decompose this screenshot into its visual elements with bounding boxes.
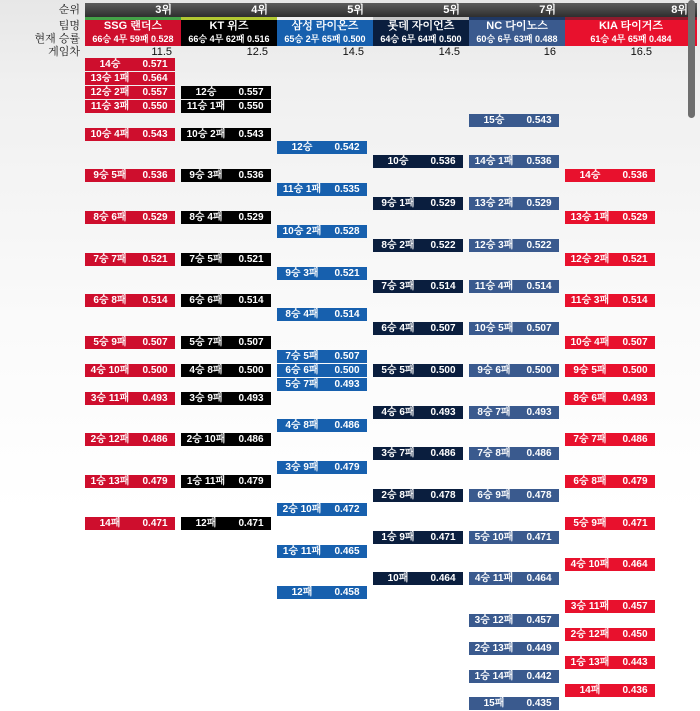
cell-record: 12승 2패 (570, 253, 610, 265)
label-rank: 순위 (58, 4, 80, 16)
scenario-cell (565, 600, 655, 613)
scenario-cell (565, 253, 655, 266)
scenario-cell (181, 517, 271, 530)
cell-record: 5승 7패 (189, 337, 223, 348)
cell-record: 11승 3패 (570, 295, 610, 307)
cell-pct: 0.557 (142, 86, 168, 98)
cell-pct: 0.522 (526, 239, 552, 251)
cell-pct: 0.457 (526, 615, 552, 626)
cell-pct: 0.557 (238, 86, 264, 98)
cell-record: 3승 9패 (285, 462, 319, 474)
cell-pct: 0.536 (622, 170, 648, 182)
games-behind-value: 16 (543, 46, 556, 58)
cell-record: 10승 4패 (570, 337, 610, 348)
cell-record: 15승 (483, 114, 505, 126)
cell-pct: 0.457 (622, 601, 648, 613)
cell-pct: 0.479 (238, 476, 264, 487)
cell-pct: 0.471 (238, 517, 264, 529)
scenario-cell (85, 517, 175, 530)
team-name: 롯데 자이언츠 (373, 20, 469, 33)
cell-record: 12승 (195, 86, 217, 98)
scenario-cell (565, 211, 655, 224)
cell-record: 8승 4패 (285, 309, 319, 321)
cell-record: 5승 10패 (474, 531, 514, 543)
cell-pct: 0.507 (526, 323, 552, 335)
scenario-cell (181, 128, 271, 141)
scenario-cell (565, 684, 655, 697)
cell-record: 4승 10패 (570, 559, 610, 571)
cell-record: 8승 7패 (477, 406, 511, 418)
scenario-cell (373, 239, 463, 252)
cell-pct: 0.465 (334, 545, 360, 557)
scenario-cell (85, 294, 175, 307)
scenario-cell (181, 86, 271, 99)
team-name: 삼성 라이온즈 (277, 20, 373, 33)
cell-pct: 0.478 (430, 489, 456, 501)
cell-pct: 0.464 (526, 573, 552, 585)
cell-record: 4승 11패 (474, 573, 514, 585)
scenario-cell (373, 197, 463, 210)
cell-pct: 0.528 (334, 225, 360, 237)
scenario-cell (565, 169, 655, 182)
scenario-cell (469, 670, 559, 683)
scenario-cell (85, 58, 175, 71)
scenario-cell (181, 433, 271, 446)
scenario-cell (565, 433, 655, 446)
cell-record: 6승 9패 (477, 489, 511, 501)
cell-record: 6승 6패 (189, 295, 223, 307)
cell-record: 10승 2패 (186, 128, 226, 140)
cell-pct: 0.529 (526, 198, 552, 209)
cell-record: 15패 (483, 698, 505, 710)
cell-record: 11승 1패 (186, 100, 226, 112)
cell-pct: 0.486 (238, 434, 264, 446)
cell-pct: 0.536 (526, 156, 552, 168)
cell-record: 5승 9패 (573, 517, 607, 529)
scenario-cell (277, 419, 367, 432)
cell-pct: 0.514 (622, 295, 648, 307)
cell-record: 4승 8패 (285, 420, 319, 432)
cell-record: 13승 1패 (90, 72, 130, 84)
cell-pct: 0.536 (142, 170, 168, 182)
cell-pct: 0.486 (142, 434, 168, 446)
cell-record: 1승 14패 (474, 670, 514, 682)
scenario-cell (181, 392, 271, 405)
scenario-cell (469, 697, 559, 710)
scenario-cell (565, 517, 655, 530)
team-record: 60승 6무 63패 0.488 (469, 33, 565, 46)
scenario-cell (565, 475, 655, 488)
cell-pct: 0.521 (622, 253, 648, 265)
cell-record: 10승 5패 (474, 323, 514, 335)
cell-pct: 0.500 (238, 364, 264, 376)
scenario-cell (373, 322, 463, 335)
cell-pct: 0.486 (334, 420, 360, 432)
cell-record: 3승 11패 (90, 392, 130, 404)
scenario-cell (277, 225, 367, 238)
scenario-cell (277, 267, 367, 280)
cell-record: 4승 6패 (381, 406, 415, 418)
scenario-cell (565, 656, 655, 669)
cell-pct: 0.522 (430, 239, 456, 251)
scenario-cell (565, 558, 655, 571)
cell-pct: 0.529 (238, 211, 264, 223)
cell-record: 11승 1패 (282, 184, 322, 196)
scenario-cell (277, 183, 367, 196)
scenario-cell (373, 406, 463, 419)
cell-pct: 0.543 (142, 128, 168, 140)
label-team: 팀명 (58, 20, 80, 32)
cell-pct: 0.471 (430, 531, 456, 543)
scenario-cell (85, 128, 175, 141)
cell-record: 8승 6패 (573, 392, 607, 404)
cell-record: 11승 4패 (474, 281, 514, 293)
cell-record: 14승 (579, 170, 601, 182)
cell-record: 3승 12패 (474, 615, 514, 626)
cell-record: 3승 9패 (189, 392, 223, 404)
cell-record: 4승 8패 (189, 364, 223, 376)
cell-pct: 0.486 (622, 434, 648, 446)
scenario-cell (565, 364, 655, 377)
scenario-cell (181, 169, 271, 182)
scenario-cell (469, 489, 559, 502)
cell-pct: 0.493 (142, 392, 168, 404)
scenario-cell (85, 253, 175, 266)
cell-pct: 0.471 (622, 517, 648, 529)
cell-pct: 0.507 (142, 337, 168, 348)
cell-record: 10승 2패 (282, 225, 322, 237)
cell-pct: 0.521 (238, 253, 264, 265)
cell-record: 9승 5패 (573, 364, 607, 376)
games-behind-value: 14.5 (438, 46, 460, 58)
scenario-cell (373, 531, 463, 544)
cell-pct: 0.500 (622, 364, 648, 376)
cell-pct: 0.500 (334, 364, 360, 376)
cell-pct: 0.550 (142, 100, 168, 112)
scenario-cell (85, 86, 175, 99)
cell-pct: 0.443 (622, 656, 648, 668)
games-behind-value: 12.5 (246, 46, 268, 58)
team-record: 64승 6무 64패 0.500 (373, 33, 469, 46)
cell-pct: 0.449 (526, 642, 552, 654)
cell-pct: 0.514 (430, 281, 456, 293)
scenario-cell (85, 169, 175, 182)
cell-pct: 0.542 (334, 142, 360, 154)
games-behind-value: 16.5 (630, 46, 652, 58)
cell-record: 6승 4패 (381, 323, 415, 335)
scenario-cell (181, 211, 271, 224)
rank-label: 3위 (155, 4, 172, 16)
cell-record: 5승 5패 (381, 364, 415, 376)
cell-pct: 0.478 (526, 489, 552, 501)
team-record: 66승 4무 62패 0.516 (181, 33, 277, 46)
cell-pct: 0.543 (526, 114, 552, 126)
cell-pct: 0.486 (430, 448, 456, 460)
cell-pct: 0.450 (622, 628, 648, 640)
scenario-cell (373, 489, 463, 502)
cell-pct: 0.521 (334, 267, 360, 279)
rank-label: 7위 (539, 4, 556, 16)
cell-record: 9승 6패 (477, 364, 511, 376)
cell-record: 7승 8패 (477, 448, 511, 460)
scenario-cell (469, 155, 559, 168)
scenario-cell (181, 294, 271, 307)
scenario-cell (85, 72, 175, 85)
rank-label: 8위 (671, 4, 688, 16)
rank-label: 5위 (347, 4, 364, 16)
team-name: KIA 타이거즈 (565, 20, 697, 33)
scenario-cell (85, 392, 175, 405)
cell-record: 14승 1패 (474, 156, 514, 168)
team-record: 65승 2무 65패 0.500 (277, 33, 373, 46)
scenario-cell (469, 447, 559, 460)
scenario-cell (85, 211, 175, 224)
cell-pct: 0.479 (334, 462, 360, 474)
cell-record: 4승 10패 (90, 364, 130, 376)
cell-record: 5승 7패 (285, 378, 319, 390)
scenario-cell (469, 531, 559, 544)
scrollbar-thumb[interactable] (688, 0, 695, 118)
scenario-cell (181, 253, 271, 266)
team-name: KT 위즈 (181, 20, 277, 33)
scenario-cell (469, 280, 559, 293)
cell-pct: 0.471 (142, 517, 168, 529)
cell-pct: 0.550 (238, 100, 264, 112)
cell-record: 9승 3패 (285, 267, 319, 279)
cell-record: 1승 9패 (381, 531, 415, 543)
cell-pct: 0.529 (142, 211, 168, 223)
cell-pct: 0.458 (334, 587, 360, 599)
cell-pct: 0.514 (238, 295, 264, 307)
cell-record: 8승 4패 (189, 211, 223, 223)
scenario-cell (277, 503, 367, 516)
cell-record: 9승 1패 (381, 198, 415, 209)
cell-pct: 0.464 (622, 559, 648, 571)
cell-pct: 0.486 (526, 448, 552, 460)
scenario-cell (469, 197, 559, 210)
scenario-cell (469, 239, 559, 252)
cell-record: 2승 13패 (474, 642, 514, 654)
scenario-cell (85, 433, 175, 446)
cell-record: 12승 3패 (474, 239, 514, 251)
cell-record: 1승 11패 (186, 476, 226, 487)
cell-record: 6승 8패 (573, 476, 607, 487)
scenario-cell (565, 628, 655, 641)
cell-record: 2승 12패 (570, 628, 610, 640)
cell-record: 5승 9패 (93, 337, 127, 348)
cell-pct: 0.507 (430, 323, 456, 335)
cell-pct: 0.507 (334, 350, 360, 362)
cell-pct: 0.436 (622, 684, 648, 696)
games-behind-value: 14.5 (342, 46, 364, 58)
cell-pct: 0.536 (238, 170, 264, 182)
cell-pct: 0.514 (334, 309, 360, 321)
cell-record: 12승 (291, 142, 313, 154)
cell-pct: 0.543 (238, 128, 264, 140)
rank-label: 5위 (443, 4, 460, 16)
cell-pct: 0.514 (526, 281, 552, 293)
cell-record: 14패 (99, 517, 121, 529)
scenario-cell (469, 406, 559, 419)
scenario-cell (565, 336, 655, 349)
scenario-cell (469, 572, 559, 585)
scenario-cell (373, 572, 463, 585)
cell-pct: 0.493 (430, 406, 456, 418)
cell-record: 2승 10패 (186, 434, 226, 446)
scenario-cell (181, 364, 271, 377)
cell-pct: 0.500 (526, 364, 552, 376)
cell-record: 3승 7패 (381, 448, 415, 460)
cell-pct: 0.535 (334, 184, 360, 196)
cell-record: 1승 13패 (570, 656, 610, 668)
cell-pct: 0.514 (142, 295, 168, 307)
cell-pct: 0.435 (526, 698, 552, 710)
cell-record: 2승 10패 (282, 503, 322, 515)
scenario-cell (469, 642, 559, 655)
team-name: NC 다이노스 (469, 20, 565, 33)
scenario-cell (277, 308, 367, 321)
cell-record: 12패 (195, 517, 217, 529)
cell-record: 7승 5패 (189, 253, 223, 265)
scenario-cell (373, 155, 463, 168)
label-games-behind: 게임차 (48, 46, 80, 58)
cell-record: 8승 6패 (93, 211, 127, 223)
team-record: 61승 4무 65패 0.484 (565, 33, 697, 46)
scenario-cell (85, 364, 175, 377)
cell-record: 10패 (387, 573, 409, 585)
cell-pct: 0.442 (526, 670, 552, 682)
cell-pct: 0.493 (334, 378, 360, 390)
scenario-cell (469, 322, 559, 335)
scenario-cell (277, 364, 367, 377)
cell-pct: 0.479 (622, 476, 648, 487)
cell-pct: 0.493 (238, 392, 264, 404)
games-behind-value: 11.5 (151, 46, 172, 58)
cell-pct: 0.471 (526, 531, 552, 543)
scenario-cell (277, 141, 367, 154)
cell-pct: 0.507 (238, 337, 264, 348)
cell-pct: 0.564 (142, 72, 168, 84)
cell-pct: 0.521 (142, 253, 168, 265)
scenario-cell (469, 364, 559, 377)
cell-record: 2승 12패 (90, 434, 130, 446)
cell-record: 1승 11패 (282, 545, 322, 557)
cell-pct: 0.500 (430, 364, 456, 376)
cell-record: 11승 3패 (90, 100, 130, 112)
cell-pct: 0.529 (430, 198, 456, 209)
scenario-cell (373, 364, 463, 377)
cell-record: 9승 3패 (189, 170, 223, 182)
scenario-cell (565, 392, 655, 405)
scenario-cell (373, 280, 463, 293)
cell-pct: 0.464 (430, 573, 456, 585)
label-current-record: 현재 승률 (34, 33, 80, 45)
scenario-cell (181, 336, 271, 349)
cell-pct: 0.536 (430, 156, 456, 168)
cell-pct: 0.472 (334, 503, 360, 515)
cell-record: 14승 (99, 59, 121, 70)
scenario-cell (277, 586, 367, 599)
scenario-cell (181, 100, 271, 113)
scenario-cell (469, 114, 559, 127)
scenario-cell (277, 378, 367, 391)
scenario-cell (277, 461, 367, 474)
cell-record: 14패 (579, 684, 601, 696)
cell-pct: 0.507 (622, 337, 648, 348)
scenario-cell (181, 475, 271, 488)
cell-record: 12패 (291, 587, 313, 599)
cell-record: 7승 3패 (381, 281, 415, 293)
cell-record: 7승 5패 (285, 350, 319, 362)
team-name: SSG 랜더스 (85, 20, 181, 33)
scenario-cell (469, 614, 559, 627)
cell-record: 7승 7패 (93, 253, 127, 265)
cell-record: 13승 1패 (570, 211, 610, 223)
cell-record: 8승 2패 (381, 239, 415, 251)
cell-record: 10승 4패 (90, 128, 130, 140)
cell-record: 2승 8패 (381, 489, 415, 501)
cell-pct: 0.493 (622, 392, 648, 404)
cell-record: 6승 8패 (93, 295, 127, 307)
cell-pct: 0.493 (526, 406, 552, 418)
cell-pct: 0.529 (622, 211, 648, 223)
scenario-cell (85, 475, 175, 488)
rank-label: 4위 (251, 4, 268, 16)
scenario-cell (85, 336, 175, 349)
cell-pct: 0.571 (142, 59, 168, 70)
scenario-cell (277, 350, 367, 363)
scenario-cell (85, 100, 175, 113)
scenario-cell (277, 545, 367, 558)
cell-record: 7승 7패 (573, 434, 607, 446)
scenario-cell (565, 294, 655, 307)
cell-record: 10승 (387, 156, 409, 168)
cell-record: 13승 2패 (474, 198, 514, 209)
cell-record: 1승 13패 (90, 476, 130, 487)
scenario-cell (373, 447, 463, 460)
cell-pct: 0.479 (142, 476, 168, 487)
team-record: 66승 4무 59패 0.528 (85, 33, 181, 46)
cell-record: 6승 6패 (285, 364, 319, 376)
cell-record: 12승 2패 (90, 86, 130, 98)
cell-record: 3승 11패 (570, 601, 610, 613)
cell-record: 9승 5패 (93, 170, 127, 182)
cell-pct: 0.500 (142, 364, 168, 376)
